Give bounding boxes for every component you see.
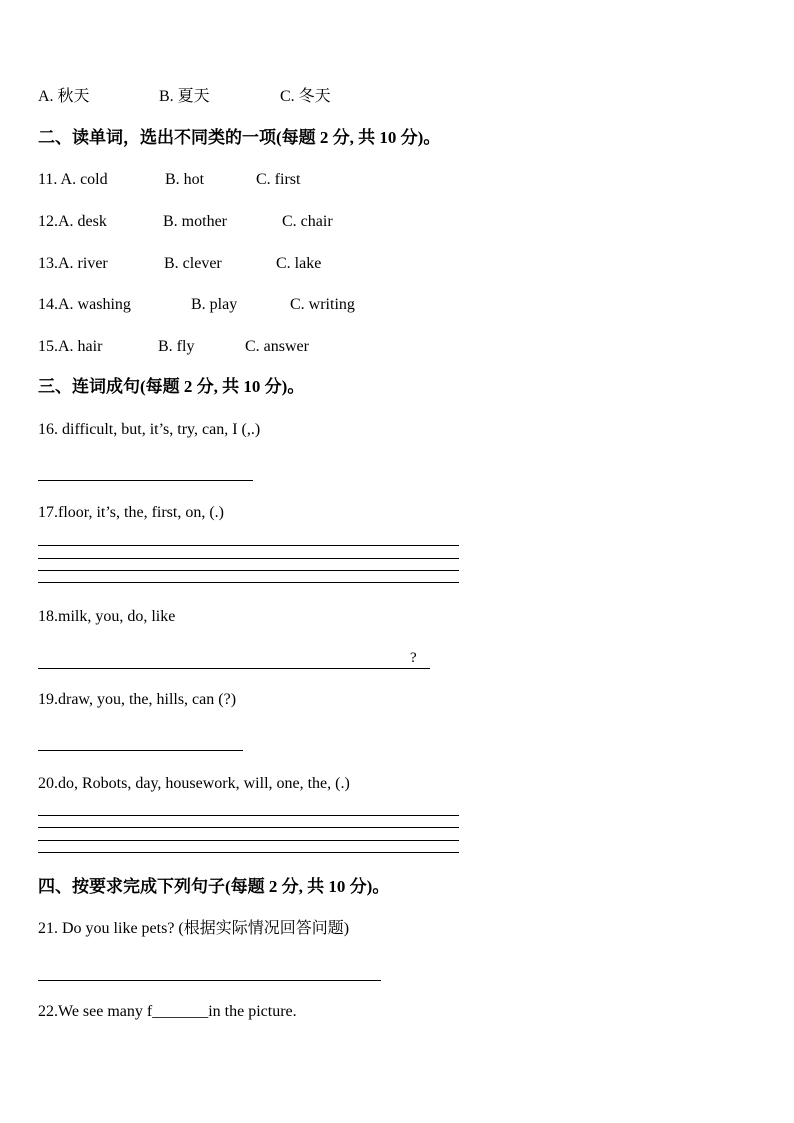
option-c: C. 冬天 (280, 88, 331, 105)
q12-b: B. mother (163, 213, 227, 230)
q15-a: 15.A. hair (38, 338, 103, 355)
q20-prompt: 20.do, Robots, day, housework, will, one, the, (.) (38, 775, 350, 792)
q14-a: 14.A. washing (38, 296, 131, 313)
q13-b: B. clever (164, 255, 222, 272)
q20-answer-line-1[interactable] (38, 815, 459, 816)
q21-answer-line[interactable] (38, 980, 381, 981)
q14-b: B. play (191, 296, 238, 313)
q18-question-mark: ? (410, 650, 417, 666)
option-b: B. 夏天 (159, 88, 210, 105)
q15-c: C. answer (245, 338, 309, 355)
q13-c: C. lake (276, 255, 322, 272)
q19-answer-line[interactable] (38, 750, 243, 751)
q16-prompt: 16. difficult, but, it’s, try, can, I (,.) (38, 421, 261, 438)
q15-b: B. fly (158, 338, 195, 355)
q11-a: 11. A. cold (38, 171, 108, 188)
q20-answer-line-3[interactable] (38, 840, 459, 841)
q12-a: 12.A. desk (38, 213, 107, 230)
q18-answer-line[interactable] (38, 668, 430, 669)
q20-answer-line-4[interactable] (38, 852, 459, 853)
section3-title: 三、连词成句(每题 2 分, 共 10 分)。 (38, 377, 305, 396)
q14-c: C. writing (290, 296, 355, 313)
q16-answer-line[interactable] (38, 480, 253, 481)
q17-answer-line-4[interactable] (38, 582, 459, 583)
q17-prompt: 17.floor, it’s, the, first, on, (.) (38, 504, 224, 521)
q17-answer-line-1[interactable] (38, 545, 459, 546)
section2-title: 二、读单词，选出不同类的一项(每题 2 分, 共 10 分)。 (38, 128, 441, 147)
q17-answer-line-2[interactable] (38, 558, 459, 559)
q11-b: B. hot (165, 171, 205, 188)
q12-c: C. chair (282, 213, 333, 230)
option-a: A. 秋天 (38, 88, 90, 105)
q21-prompt: 21. Do you like pets? (根据实际情况回答问题) (38, 920, 350, 937)
q19-prompt: 19.draw, you, the, hills, can (?) (38, 691, 237, 708)
q20-answer-line-2[interactable] (38, 827, 459, 828)
q18-prompt: 18.milk, you, do, like (38, 608, 176, 625)
q17-answer-line-3[interactable] (38, 570, 459, 571)
q13-a: 13.A. river (38, 255, 108, 272)
q11-c: C. first (256, 171, 301, 188)
section4-title: 四、按要求完成下列句子(每题 2 分, 共 10 分)。 (38, 877, 390, 896)
q22-prompt: 22.We see many f_______in the picture. (38, 1003, 297, 1020)
